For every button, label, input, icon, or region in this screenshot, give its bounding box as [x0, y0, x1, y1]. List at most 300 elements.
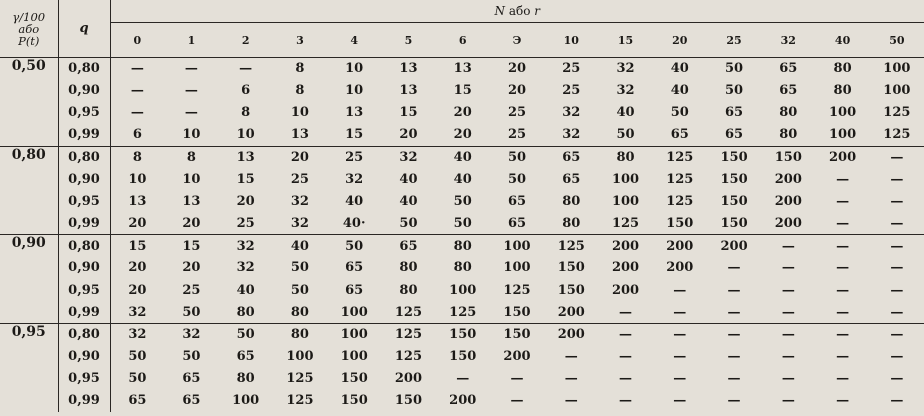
value-cell: 50 — [236, 327, 255, 343]
value-cell: 50 — [182, 349, 201, 365]
q-cell: 0,90 — [58, 257, 110, 279]
value-cell: 150 — [340, 393, 368, 409]
value-cell: — — [727, 393, 741, 409]
value-cell: 10 — [345, 83, 364, 99]
value-cell: — — [564, 393, 578, 409]
value-cell: — — [890, 282, 904, 298]
value-cell: 50 — [381, 213, 435, 235]
table-row — [0, 301, 924, 323]
value-cell: — — [836, 282, 850, 298]
value-cell: 80 — [290, 327, 309, 343]
value-cell: 80 — [219, 301, 273, 323]
value-cell: — — [673, 327, 687, 343]
n-columns-header-row — [0, 23, 924, 58]
value-cell: 150 — [720, 149, 748, 165]
value-cell: — — [130, 83, 144, 99]
value-cell: 100 — [815, 124, 869, 146]
value-cell: — — [619, 327, 633, 343]
value-cell: — — [836, 327, 850, 343]
value-cell: 125 — [394, 327, 423, 343]
value-cell: 200 — [503, 349, 531, 365]
value-cell: 65 — [345, 282, 364, 298]
value-cell: — — [239, 61, 253, 77]
value-cell: — — [781, 371, 795, 387]
value-cell: — — [815, 213, 869, 235]
n-column-header: 32 — [761, 23, 815, 58]
value-cell: 15 — [182, 238, 201, 254]
value-cell: — — [890, 238, 904, 254]
q-cell: 0,95 — [58, 279, 110, 301]
q-cell: 0,80 — [58, 323, 110, 345]
value-cell: 65 — [345, 260, 364, 276]
value-cell: 10 — [345, 61, 364, 77]
table-row — [0, 346, 924, 368]
value-cell: 200 — [611, 282, 640, 298]
table-row — [0, 80, 924, 102]
value-cell: 125 — [381, 301, 435, 323]
value-cell: — — [130, 105, 144, 121]
q-cell: 0,90 — [58, 80, 110, 102]
value-cell: 25 — [490, 124, 544, 146]
value-cell: 150 — [340, 371, 368, 387]
value-cell: 50 — [345, 238, 364, 254]
value-cell: 50 — [507, 171, 527, 187]
value-cell: — — [781, 349, 795, 365]
value-cell: 65 — [182, 371, 201, 387]
q-cell: 0,99 — [58, 301, 110, 323]
value-cell: 25 — [562, 83, 581, 99]
value-cell: 80 — [453, 238, 472, 254]
value-cell: 100 — [611, 194, 640, 210]
value-cell: 32 — [290, 194, 309, 210]
value-cell: 20 — [128, 260, 147, 276]
value-cell: 100 — [327, 301, 381, 323]
value-cell: 20 — [164, 213, 218, 235]
value-cell: 20 — [236, 194, 255, 210]
value-cell: 65 — [128, 393, 147, 409]
q-cell: 0,80 — [58, 235, 110, 257]
value-cell: — — [836, 260, 850, 276]
value-cell: 13 — [273, 124, 327, 146]
value-cell: 150 — [490, 301, 544, 323]
value-cell: 150 — [774, 149, 802, 165]
value-cell: — — [619, 393, 633, 409]
value-cell: 40 — [670, 61, 689, 77]
value-cell: 32 — [182, 327, 201, 343]
value-cell: 200 — [394, 371, 423, 387]
gamma-group-cell: 0,80 — [0, 146, 58, 235]
value-cell: 20 — [507, 61, 527, 77]
value-cell: 15 — [128, 238, 147, 254]
value-cell: 13 — [182, 194, 201, 210]
value-cell: 20 — [381, 124, 435, 146]
value-cell: — — [184, 105, 198, 121]
q-cell: 0,99 — [58, 213, 110, 235]
value-cell: 13 — [128, 194, 147, 210]
value-cell: 200 — [557, 327, 585, 343]
value-cell: 32 — [110, 301, 164, 323]
value-cell: 32 — [236, 238, 255, 254]
value-cell: 125 — [394, 349, 423, 365]
value-cell: — — [727, 260, 741, 276]
value-cell: 100 — [286, 349, 314, 365]
value-cell: 80 — [399, 260, 418, 276]
value-cell: 200 — [611, 260, 640, 276]
value-cell: — — [727, 371, 741, 387]
value-cell: 125 — [286, 371, 314, 387]
value-cell: 100 — [340, 327, 368, 343]
value-cell: 100 — [503, 260, 531, 276]
value-cell: 80 — [833, 83, 852, 99]
value-cell: — — [836, 194, 850, 210]
q-cell: 0,90 — [58, 346, 110, 368]
value-cell: 65 — [182, 393, 201, 409]
gamma-group-cell: 0,95 — [0, 323, 58, 412]
value-cell: 50 — [436, 213, 490, 235]
value-cell: — — [781, 393, 795, 409]
value-cell: 40 — [670, 83, 689, 99]
table-row — [0, 213, 924, 235]
value-cell: 32 — [128, 327, 147, 343]
value-cell: 32 — [236, 260, 255, 276]
value-cell: 65 — [562, 149, 581, 165]
value-cell: 32 — [345, 171, 364, 187]
value-cell: 25 — [182, 282, 201, 298]
value-cell: — — [836, 238, 850, 254]
value-cell: 15 — [453, 83, 472, 99]
value-cell: 8 — [295, 83, 305, 99]
value-cell: 15 — [399, 105, 418, 121]
value-cell: 200 — [666, 260, 694, 276]
table-row — [0, 124, 924, 146]
value-cell: 65 — [779, 83, 798, 99]
value-cell: 80 — [399, 282, 418, 298]
value-cell: 10 — [290, 105, 309, 121]
header-row-top — [0, 0, 924, 23]
value-cell: 32 — [273, 213, 327, 235]
value-cell: — — [673, 282, 687, 298]
value-cell: 6 — [110, 124, 164, 146]
value-cell: — — [673, 371, 687, 387]
value-cell: 100 — [503, 238, 531, 254]
n-group-label-mid: або — [505, 4, 535, 18]
value-cell: — — [781, 327, 795, 343]
value-cell: 32 — [399, 149, 418, 165]
q-cell: 0,99 — [58, 390, 110, 412]
n-group-label-main: N — [494, 4, 506, 18]
value-cell: 100 — [883, 61, 911, 77]
q-cell: 0,90 — [58, 168, 110, 190]
value-cell: 200 — [720, 238, 748, 254]
value-cell: 10 — [164, 124, 218, 146]
value-cell: 80 — [273, 301, 327, 323]
value-cell: 40 — [345, 194, 364, 210]
value-cell: 65 — [490, 213, 544, 235]
value-cell: 65 — [507, 194, 527, 210]
n-column-header: 1 — [164, 23, 218, 58]
table-body — [0, 58, 924, 413]
n-column-header: 10 — [544, 23, 598, 58]
value-cell: 150 — [557, 282, 585, 298]
value-cell: 20 — [436, 124, 490, 146]
value-cell: 100 — [611, 171, 640, 187]
table-row — [0, 168, 924, 190]
value-cell: — — [890, 149, 904, 165]
value-cell: — — [598, 301, 652, 323]
value-cell: — — [727, 282, 741, 298]
value-cell: 150 — [449, 349, 477, 365]
value-cell: 25 — [345, 149, 364, 165]
value-cell: 80 — [453, 260, 472, 276]
n-column-header: 5 — [381, 23, 435, 58]
gamma-column-header — [0, 0, 58, 58]
value-cell: 25 — [219, 213, 273, 235]
value-cell: 32 — [562, 105, 581, 121]
value-cell: — — [619, 349, 633, 365]
value-cell: 13 — [236, 149, 255, 165]
value-cell: 150 — [653, 213, 707, 235]
value-cell: 13 — [453, 61, 472, 77]
value-cell: 20 — [128, 282, 147, 298]
q-cell: 0,95 — [58, 190, 110, 212]
value-cell: 13 — [399, 83, 418, 99]
value-cell: — — [456, 371, 470, 387]
value-cell: 40 — [236, 282, 255, 298]
gamma-header-line: γ/100 — [12, 9, 46, 24]
value-cell: 8 — [295, 61, 305, 77]
table-row — [0, 235, 924, 257]
value-cell: — — [870, 213, 924, 235]
value-cell: 80 — [779, 105, 798, 121]
table-row — [0, 368, 924, 390]
value-cell: 20 — [182, 260, 201, 276]
value-cell: 50 — [507, 149, 527, 165]
value-cell: 100 — [232, 393, 260, 409]
n-group-header — [110, 0, 924, 23]
n-column-header: 40 — [815, 23, 869, 58]
n-column-header: 25 — [707, 23, 761, 58]
value-cell: 25 — [507, 105, 527, 121]
value-cell: 32 — [616, 83, 635, 99]
value-cell: — — [836, 371, 850, 387]
value-cell: 80 — [833, 61, 852, 77]
value-cell: — — [653, 301, 707, 323]
value-cell: 200 — [449, 393, 477, 409]
q-cell: 0,80 — [58, 58, 110, 80]
value-cell: 65 — [707, 124, 761, 146]
value-cell: 10 — [182, 171, 201, 187]
value-cell: 150 — [394, 393, 423, 409]
q-cell: 0,80 — [58, 146, 110, 168]
value-cell: 25 — [562, 61, 581, 77]
value-cell: 65 — [779, 61, 798, 77]
table-row — [0, 190, 924, 212]
value-cell: 50 — [128, 371, 147, 387]
table-row — [0, 146, 924, 168]
n-group-label-tail: r — [534, 4, 540, 18]
value-cell: — — [184, 83, 198, 99]
value-cell: 65 — [653, 124, 707, 146]
value-cell: — — [510, 371, 524, 387]
value-cell: — — [619, 371, 633, 387]
value-cell: — — [836, 171, 850, 187]
table-row — [0, 279, 924, 301]
value-cell: 40 — [453, 171, 472, 187]
value-cell: 40 — [290, 238, 309, 254]
value-cell: — — [761, 301, 815, 323]
value-cell: — — [870, 301, 924, 323]
value-cell: 80 — [544, 213, 598, 235]
value-cell: 10 — [128, 171, 147, 187]
value-cell: — — [781, 260, 795, 276]
gamma-group-cell: 0,50 — [0, 58, 58, 147]
n-column-header: 6 — [436, 23, 490, 58]
value-cell: 125 — [557, 238, 585, 254]
value-cell: 150 — [503, 327, 531, 343]
value-cell: 50 — [453, 194, 472, 210]
value-cell: 200 — [666, 238, 694, 254]
value-cell: — — [836, 349, 850, 365]
value-cell: 200 — [544, 301, 598, 323]
value-cell: — — [890, 327, 904, 343]
value-cell: 125 — [870, 124, 924, 146]
value-cell: 125 — [436, 301, 490, 323]
value-cell: 125 — [666, 171, 694, 187]
n-column-header: 3 — [273, 23, 327, 58]
value-cell: 65 — [562, 171, 581, 187]
value-cell: 150 — [720, 171, 748, 187]
n-column-header: Э — [490, 23, 544, 58]
value-cell: 80 — [761, 124, 815, 146]
value-cell: 40 — [453, 149, 472, 165]
value-cell: 200 — [774, 194, 802, 210]
value-cell: 200 — [774, 171, 802, 187]
n-column-header: 4 — [327, 23, 381, 58]
value-cell: 40 — [616, 105, 635, 121]
value-cell: 125 — [286, 393, 314, 409]
value-cell: — — [707, 301, 761, 323]
value-cell: — — [890, 194, 904, 210]
n-column-header: 20 — [653, 23, 707, 58]
value-cell: 20 — [290, 149, 309, 165]
value-cell: 50 — [290, 282, 309, 298]
n-column-header: 0 — [110, 23, 164, 58]
value-cell: 8 — [186, 149, 196, 165]
value-cell: 100 — [829, 105, 857, 121]
value-cell: 50 — [164, 301, 218, 323]
value-cell: — — [890, 260, 904, 276]
value-cell: 125 — [666, 149, 694, 165]
value-cell: 6 — [241, 83, 251, 99]
value-cell: 15 — [236, 171, 255, 187]
value-cell: 150 — [720, 194, 748, 210]
value-cell: 50 — [290, 260, 309, 276]
value-cell: 100 — [449, 282, 477, 298]
table-row — [0, 323, 924, 345]
value-cell: 125 — [883, 105, 911, 121]
q-cell: 0,95 — [58, 102, 110, 124]
value-cell: 25 — [290, 171, 309, 187]
value-cell: 100 — [883, 83, 911, 99]
gamma-header-line: P(t) — [18, 33, 40, 48]
value-cell: 50 — [598, 124, 652, 146]
value-cell: 150 — [449, 327, 477, 343]
value-cell: 50 — [725, 83, 744, 99]
value-cell: 15 — [327, 124, 381, 146]
value-cell: 150 — [557, 260, 585, 276]
gamma-group-cell: 0,90 — [0, 235, 58, 324]
value-cell: 50 — [725, 61, 744, 77]
value-cell: — — [727, 349, 741, 365]
value-cell: — — [836, 393, 850, 409]
value-cell: — — [781, 238, 795, 254]
value-cell: — — [890, 349, 904, 365]
value-cell: 8 — [241, 105, 251, 121]
value-cell: — — [727, 327, 741, 343]
value-cell: 80 — [562, 194, 581, 210]
value-cell: 40 — [399, 194, 418, 210]
q-cell: 0,99 — [58, 124, 110, 146]
n-column-header: 50 — [870, 23, 924, 58]
value-cell: 32 — [544, 124, 598, 146]
value-cell: 20 — [453, 105, 472, 121]
value-cell: 20 — [507, 83, 527, 99]
value-cell: 200 — [761, 213, 815, 235]
value-cell: — — [184, 61, 198, 77]
value-cell: 125 — [666, 194, 694, 210]
value-cell: — — [673, 349, 687, 365]
value-cell: — — [890, 171, 904, 187]
gamma-header-line: або — [18, 21, 40, 36]
value-cell: 65 — [725, 105, 744, 121]
value-cell: — — [781, 282, 795, 298]
value-cell: 65 — [236, 349, 255, 365]
value-cell: — — [890, 393, 904, 409]
value-cell: 20 — [110, 213, 164, 235]
value-cell: 13 — [345, 105, 364, 121]
value-cell: 10 — [219, 124, 273, 146]
value-cell: 200 — [829, 149, 857, 165]
value-cell: 50 — [670, 105, 689, 121]
value-cell: — — [564, 349, 578, 365]
value-cell: — — [673, 393, 687, 409]
table-row — [0, 58, 924, 80]
value-cell: 40 — [399, 171, 418, 187]
value-cell: — — [130, 61, 144, 77]
table-row — [0, 102, 924, 124]
value-cell: 40· — [327, 213, 381, 235]
value-cell: 13 — [399, 61, 418, 77]
value-cell: 65 — [399, 238, 418, 254]
table-row — [0, 390, 924, 412]
value-cell: 200 — [611, 238, 640, 254]
value-cell: 32 — [616, 61, 635, 77]
n-column-header: 2 — [219, 23, 273, 58]
value-cell: 125 — [598, 213, 652, 235]
q-column-header: q — [58, 0, 110, 58]
value-cell: 80 — [236, 371, 255, 387]
value-cell: 150 — [707, 213, 761, 235]
value-cell: — — [890, 371, 904, 387]
value-cell: 8 — [132, 149, 142, 165]
table-row — [0, 257, 924, 279]
value-cell: — — [510, 393, 524, 409]
value-cell: — — [564, 371, 578, 387]
value-cell: — — [815, 301, 869, 323]
q-cell: 0,95 — [58, 368, 110, 390]
value-cell: 50 — [128, 349, 147, 365]
value-cell: 125 — [503, 282, 531, 298]
